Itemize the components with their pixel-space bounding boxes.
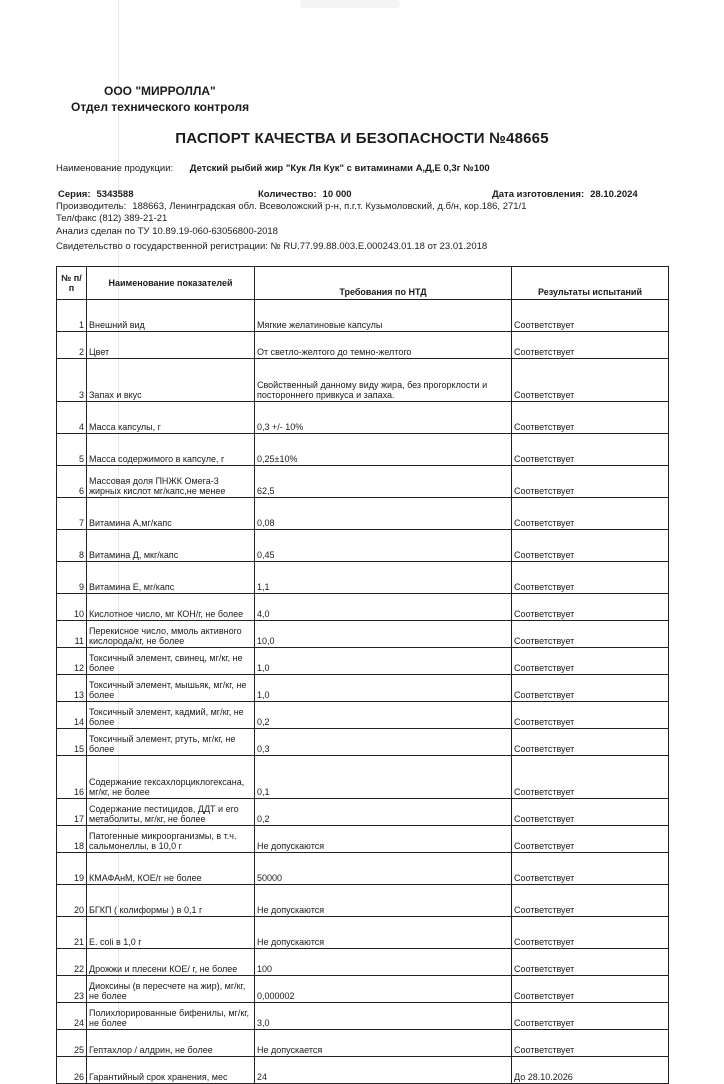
- row-requirement: 0,3 +/- 10%: [255, 402, 512, 434]
- row-name: Содержание гексахлорциклогексана, мг/кг, не более: [87, 756, 255, 799]
- quantity-line: [258, 189, 352, 200]
- table-row: [57, 853, 669, 885]
- product-value: Детский рыбий жир "Кук Ля Кук" с витаминами А,Д,Е 0,3г №100: [189, 163, 490, 174]
- row-num: 6: [57, 466, 87, 498]
- row-num: 7: [57, 498, 87, 530]
- row-result: Соответствует: [512, 799, 669, 826]
- row-name: Гарантийный срок хранения, мес: [87, 1057, 255, 1084]
- product-label: Наименование продукции:: [56, 163, 174, 174]
- row-result: Соответствует: [512, 826, 669, 853]
- row-num: 19: [57, 853, 87, 885]
- certificate-line: Свидетельство о государственной регистрации: № RU.77.99.88.003.Е.000243.01.18 от 23.01.2018: [56, 241, 488, 252]
- row-result: Соответствует: [512, 594, 669, 621]
- row-requirement: 10,0: [255, 621, 512, 648]
- table-row: [57, 498, 669, 530]
- row-num: 12: [57, 648, 87, 675]
- row-name: Дрожжи и плесени КОЕ/ г, не более: [87, 949, 255, 976]
- header-requirements: Требования по НТД: [255, 267, 512, 300]
- row-result: Соответствует: [512, 1030, 669, 1057]
- row-requirement: 0,3: [255, 729, 512, 756]
- row-num: 2: [57, 332, 87, 359]
- table-row: [57, 359, 669, 402]
- row-num: 4: [57, 402, 87, 434]
- table-row: [57, 756, 669, 799]
- analysis-line: Анализ сделан по ТУ 10.89.19-060-63056800-2018: [56, 226, 278, 237]
- phone-line: Тел/факс (812) 389-21-21: [56, 213, 168, 224]
- row-requirement: 1,0: [255, 648, 512, 675]
- row-name: Масса содержимого в капсуле, г: [87, 434, 255, 466]
- table-row: [57, 949, 669, 976]
- row-result: Соответствует: [512, 756, 669, 799]
- header-num: № п/п: [57, 267, 87, 300]
- row-result: Соответствует: [512, 562, 669, 594]
- date-value: 28.10.2024: [590, 189, 638, 200]
- row-requirement: Не допускаются: [255, 917, 512, 949]
- table-row: [57, 594, 669, 621]
- row-name: Запах и вкус: [87, 359, 255, 402]
- table-row: [57, 799, 669, 826]
- table-row: [57, 675, 669, 702]
- row-requirement: 0,2: [255, 799, 512, 826]
- row-num: 25: [57, 1030, 87, 1057]
- table-row: [57, 530, 669, 562]
- specification-table: [56, 266, 669, 1084]
- header-results: Результаты испытаний: [512, 267, 669, 300]
- row-requirement: Не допускаются: [255, 826, 512, 853]
- row-num: 17: [57, 799, 87, 826]
- table-row: [57, 621, 669, 648]
- row-requirement: 24: [255, 1057, 512, 1084]
- row-requirement: 100: [255, 949, 512, 976]
- row-num: 18: [57, 826, 87, 853]
- department-name: Отдел технического контроля: [71, 100, 250, 114]
- stamp-smudge: [300, 0, 400, 8]
- row-requirement: 1,0: [255, 675, 512, 702]
- row-num: 3: [57, 359, 87, 402]
- row-name: Масса капсулы, г: [87, 402, 255, 434]
- row-result: Соответствует: [512, 1003, 669, 1030]
- row-name: Токсичный элемент, свинец, мг/кг, не более: [87, 648, 255, 675]
- row-result: Соответствует: [512, 530, 669, 562]
- row-num: 15: [57, 729, 87, 756]
- row-result: Соответствует: [512, 332, 669, 359]
- row-name: Перекисное число, ммоль активного кислорода/кг, не более: [87, 621, 255, 648]
- row-result: Соответствует: [512, 885, 669, 917]
- row-name: Внешний вид: [87, 300, 255, 332]
- row-name: Патогенные микроорганизмы, в т.ч. сальмонеллы, в 10,0 г: [87, 826, 255, 853]
- row-num: 5: [57, 434, 87, 466]
- table-row: [57, 1030, 669, 1057]
- row-requirement: 0,08: [255, 498, 512, 530]
- series-line: [58, 189, 133, 200]
- row-num: 16: [57, 756, 87, 799]
- company-name: ООО "МИРРОЛЛА": [104, 84, 216, 98]
- row-result: Соответствует: [512, 853, 669, 885]
- row-name: Цвет: [87, 332, 255, 359]
- table-row: [57, 300, 669, 332]
- table-row: [57, 648, 669, 675]
- row-name: БГКП ( колиформы ) в 0,1 г: [87, 885, 255, 917]
- producer-line: [56, 201, 527, 212]
- table-row: [57, 466, 669, 498]
- row-requirement: 0,45: [255, 530, 512, 562]
- row-result: Соответствует: [512, 976, 669, 1003]
- row-name: Токсичный элемент, ртуть, мг/кг, не более: [87, 729, 255, 756]
- row-name: Кислотное число, мг КОН/г, не более: [87, 594, 255, 621]
- row-num: 11: [57, 621, 87, 648]
- row-num: 20: [57, 885, 87, 917]
- row-result: Соответствует: [512, 402, 669, 434]
- row-requirement: 1,1: [255, 562, 512, 594]
- row-result: Соответствует: [512, 466, 669, 498]
- row-requirement: 0,1: [255, 756, 512, 799]
- table-row: [57, 917, 669, 949]
- row-requirement: От светло-желтого до темно-желтого: [255, 332, 512, 359]
- row-num: 24: [57, 1003, 87, 1030]
- quantity-label: Количество:: [258, 189, 317, 200]
- row-result: Соответствует: [512, 300, 669, 332]
- table-row: [57, 1057, 669, 1084]
- document-title: ПАСПОРТ КАЧЕСТВА И БЕЗОПАСНОСТИ №48665: [175, 130, 549, 147]
- row-name: Массовая доля ПНЖК Омега-3 жирных кислот мг/капс,не менее: [87, 466, 255, 498]
- row-name: Гептахлор / алдрин, не более: [87, 1030, 255, 1057]
- row-name: Витамина Д, мкг/капс: [87, 530, 255, 562]
- row-name: Содержание пестицидов, ДДТ и его метаболиты, мг/кг, не более: [87, 799, 255, 826]
- row-requirement: 50000: [255, 853, 512, 885]
- row-name: Витамина А,мг/капс: [87, 498, 255, 530]
- row-num: 8: [57, 530, 87, 562]
- table-row: [57, 826, 669, 853]
- row-result: Соответствует: [512, 434, 669, 466]
- row-num: 22: [57, 949, 87, 976]
- table-header-row: [57, 267, 669, 300]
- row-requirement: Не допускается: [255, 1030, 512, 1057]
- table-row: [57, 402, 669, 434]
- series-value: 5343588: [96, 189, 134, 200]
- row-num: 26: [57, 1057, 87, 1084]
- product-line: [56, 163, 490, 174]
- row-result: Соответствует: [512, 729, 669, 756]
- table-row: [57, 434, 669, 466]
- row-result: До 28.10.2026: [512, 1057, 669, 1084]
- row-result: Соответствует: [512, 648, 669, 675]
- row-result: Соответствует: [512, 498, 669, 530]
- row-result: Соответствует: [512, 359, 669, 402]
- header-name: Наименование показателей: [87, 267, 255, 300]
- table-row: [57, 1003, 669, 1030]
- row-requirement: Свойственный данному виду жира, без прогорклости и постороннего привкуса и запаха.: [255, 359, 512, 402]
- table-row: [57, 976, 669, 1003]
- row-name: Токсичный элемент, мышьяк, мг/кг, не более: [87, 675, 255, 702]
- table-row: [57, 332, 669, 359]
- row-requirement: 4,0: [255, 594, 512, 621]
- row-requirement: 0,2: [255, 702, 512, 729]
- row-num: 23: [57, 976, 87, 1003]
- table-row: [57, 702, 669, 729]
- date-line: [492, 189, 638, 200]
- producer-label: Производитель:: [56, 201, 127, 212]
- row-requirement: 0,000002: [255, 976, 512, 1003]
- row-name: Витамина Е, мг/капс: [87, 562, 255, 594]
- quantity-value: 10 000: [322, 189, 352, 200]
- series-label: Серия:: [58, 189, 91, 200]
- row-num: 1: [57, 300, 87, 332]
- row-requirement: 3,0: [255, 1003, 512, 1030]
- row-result: Соответствует: [512, 917, 669, 949]
- row-num: 9: [57, 562, 87, 594]
- row-requirement: Не допускаются: [255, 885, 512, 917]
- row-requirement: 62,5: [255, 466, 512, 498]
- table-row: [57, 729, 669, 756]
- row-result: Соответствует: [512, 702, 669, 729]
- row-name: Токсичный элемент, кадмий, мг/кг, не более: [87, 702, 255, 729]
- row-requirement: 0,25±10%: [255, 434, 512, 466]
- row-name: КМАФАнМ, КОЕ/г не более: [87, 853, 255, 885]
- row-requirement: Мягкие желатиновые капсулы: [255, 300, 512, 332]
- row-num: 14: [57, 702, 87, 729]
- table-row: [57, 885, 669, 917]
- table-row: [57, 562, 669, 594]
- row-name: E. coli в 1,0 г: [87, 917, 255, 949]
- row-name: Полихлорированные бифенилы, мг/кг, не более: [87, 1003, 255, 1030]
- row-result: Соответствует: [512, 949, 669, 976]
- date-label: Дата изготовления:: [492, 189, 585, 200]
- producer-value: 188663, Ленинградская обл. Всеволожский р-н, п.г.т. Кузьмоловский, д.б/н, кор.186, 271/1: [132, 201, 527, 212]
- row-result: Соответствует: [512, 675, 669, 702]
- row-num: 21: [57, 917, 87, 949]
- row-num: 10: [57, 594, 87, 621]
- row-num: 13: [57, 675, 87, 702]
- row-result: Соответствует: [512, 621, 669, 648]
- row-name: Диоксины (в пересчете на жир), мг/кг, не более: [87, 976, 255, 1003]
